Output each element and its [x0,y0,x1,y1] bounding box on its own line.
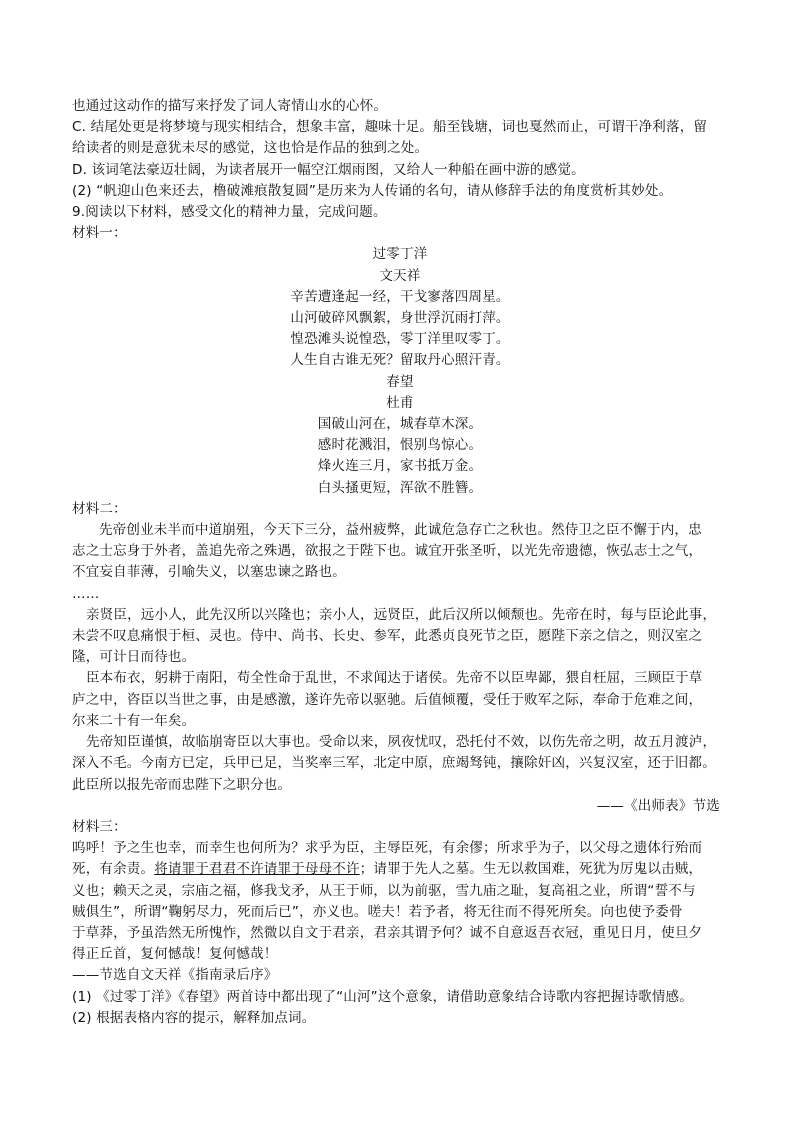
poem-2-line: 白头搔更短，浑欲不胜簪。 [317,479,483,496]
text-segment: 死，有余责。 [72,861,155,878]
paragraph-line: 尔来二十有一年矣。 [72,712,196,729]
material-3-source: ——节选自文天祥《指南录后序》 [72,967,278,984]
paragraph-line [72,859,728,880]
paragraph-line: 不宜妄自菲薄，引喻失义，以塞忠谏之路也。 [72,564,346,581]
poem-1-title: 过零丁洋 [372,246,428,263]
poem-2-author: 杜甫 [386,394,414,411]
ellipsis: …… [72,585,100,602]
paragraph-line: 先帝创业未半而中道崩殂，今天下三分，益州疲弊，此诚危急存亡之秋也。然侍卫之臣不懈于内，忠 [99,522,702,539]
paragraph-line: 深入不毛。今南方已定，兵甲已足，当奖率三军，北定中原，庶竭驽钝，攘除奸凶，兴复汉室，还于旧都。 [72,755,716,772]
paragraph-line: 义也；赖天之灵，宗庙之福，修我戈矛，从王于师，以为前驱，雪九庙之耻，复高祖之业，所谓“誓不与 [72,882,696,899]
poem-2-line: 感时花溅泪，恨别鸟惊心。 [317,437,483,454]
question-9-1: (1) 《过零丁洋》《春望》两首诗中都出现了“山河”这个意象，请借助意象结合诗歌内容把握诗歌情感。 [72,988,693,1005]
poem-1-line: 辛苦遭逢起一经，干戈寥落四周星。 [290,288,510,305]
paragraph-line: 此臣所以报先帝而忠陛下之职分也。 [72,776,292,793]
text-line: 给读者的则是意犹未尽的感觉，这也恰是作品的独到之处。 [72,140,429,157]
poem-2-title: 春望 [386,373,414,390]
text-segment: ；请罪于先人之墓。生无以救国难，死犹为厉鬼以击贼， [359,861,703,878]
paragraph-line: 贼俱生”，所谓“鞠躬尽力，死而后已”，亦义也。嗟夫！若予者，将无往而不得死所矣。向也使予委骨 [72,903,683,920]
option-d-line: D. 该词笔法豪迈壮阔，为读者展开一幅空江烟雨图，又给人一种船在画中游的感觉。 [72,161,585,178]
material-2-heading: 材料二： [72,500,127,517]
poem-1-line: 人生自古谁无死？留取丹心照汗青。 [290,352,510,369]
paragraph-line: 志之士忘身于外者，盖追先帝之殊遇，欲报之于陛下也。诚宜开张圣听，以光先帝遗德，恢弘志士之气， [72,543,703,560]
question-9-2: (2) 根据表格内容的提示，解释加点词。 [72,1009,316,1026]
paragraph-line: 亲贤臣，远小人，此先汉所以兴隆也；亲小人，远贤臣，此后汉所以倾颓也。先帝在时，每与臣论此事， [86,606,717,623]
material-3-heading: 材料三： [72,818,127,835]
paragraph-line: 得正丘首，复何憾哉！复何憾哉！ [72,946,278,963]
material-2-source: ——《出师表》节选 [596,797,720,814]
question-9-stem: 9.阅读以下材料，感受文化的精神力量，完成问题。 [72,204,387,221]
document-page [72,96,728,1029]
option-c-line: C. 结尾处更是将梦境与现实相结合，想象丰富，趣味十足。船至钱塘，词也戛然而止，可谓干净利落，留 [72,119,708,136]
poem-2-line: 烽火连三月，家书抵万金。 [317,458,483,475]
paragraph-line: 于草莽，予虽浩然无所愧怍，然微以自文于君亲，君亲其谓予何？诚不自意返吾衣冠，重见日月，使旦夕 [72,924,703,941]
poem-2-line: 国破山河在，城春草木深。 [317,416,483,433]
poem-1-line: 惶恐滩头说惶恐，零丁洋里叹零丁。 [290,331,510,348]
material-1-heading: 材料一： [72,225,127,242]
paragraph-line: 先帝知臣谨慎，故临崩寄臣以大事也。受命以来，夙夜忧叹，恐托付不效，以伤先帝之明，故五月渡泸， [86,734,717,751]
paragraph-line: 隆，可计日而待也。 [72,649,196,666]
paragraph-line: 未尝不叹息痛恨于桓、灵也。侍中、尚书、长史、参军，此悉贞良死节之臣，愿陛下亲之信之，则汉室之 [72,628,703,645]
paragraph-line: 庐之中，咨臣以当世之事，由是感激，遂许先帝以驱驰。后值倾覆，受任于败军之际，奉命于危难之间， [72,691,703,708]
poem-1-line: 山河破碎风飘絮，身世浮沉雨打萍。 [290,310,510,327]
paragraph-line: 呜呼！予之生也幸，而幸生也何所为？求乎为臣，主辱臣死，有余僇；所求乎为子，以父母之遗体行殆而 [72,840,703,857]
poem-1-author: 文天祥 [379,267,421,284]
question-8-2: (2) “帆迎山色来还去，橹破滩痕散复圆”是历来为人传诵的名句，请从修辞手法的角度赏析其妙处。 [72,182,673,199]
paragraph-line: 臣本布衣，躬耕于南阳，苟全性命于乱世，不求闻达于诸侯。先帝不以臣卑鄙，猥自枉屈，三顾臣于草 [86,670,703,687]
text-line: 也通过这动作的描写来抒发了词人寄情山水的心怀。 [72,98,388,114]
underlined-sentence: 将请罪于君君不许请罪于母母不许 [154,861,360,878]
